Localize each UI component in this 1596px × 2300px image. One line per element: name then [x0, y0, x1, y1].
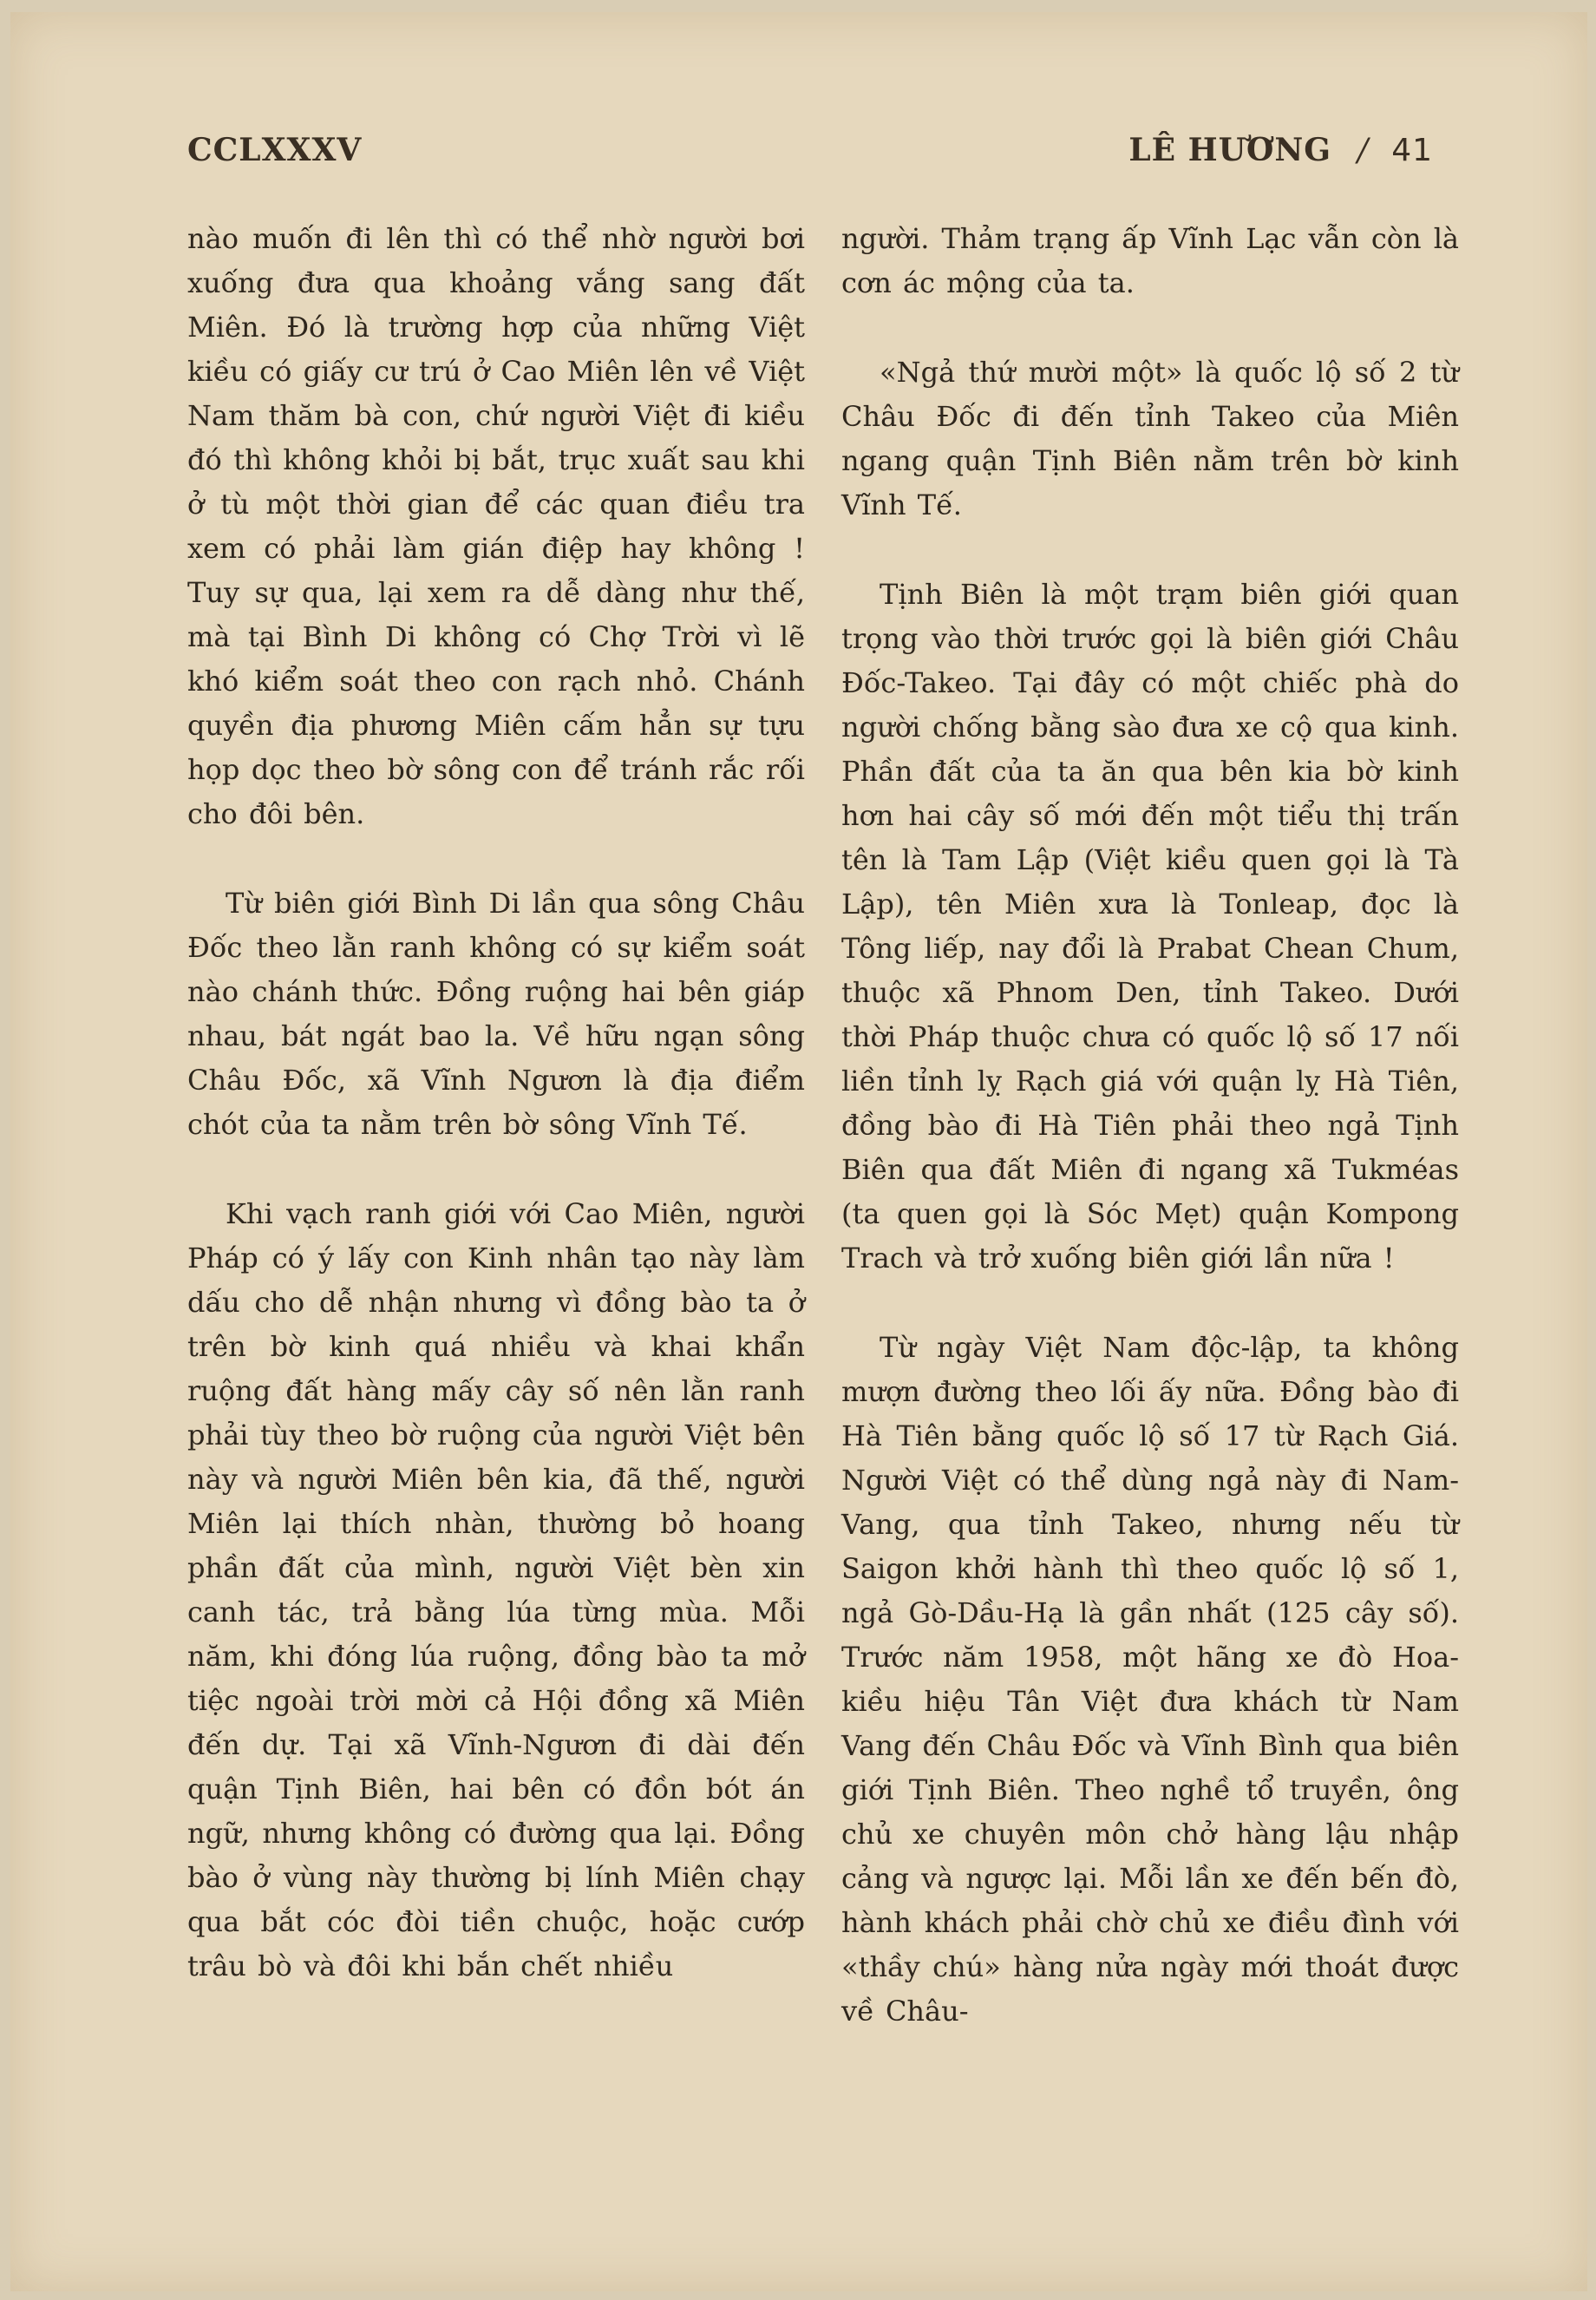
right-column	[841, 217, 1459, 2079]
left-column	[187, 217, 805, 2034]
page-number: 41	[1391, 133, 1433, 168]
author-name: LÊ HƯƠNG	[1128, 132, 1332, 168]
page-header	[187, 132, 1433, 184]
header-separator: /	[1357, 133, 1370, 168]
folio-number: CCLXXXV	[187, 132, 363, 168]
book-page	[10, 12, 1587, 2291]
paragraph: Từ biên giới Bình Di lần qua sông Châu Đốc theo lằn ranh không có sự kiểm soát nào chánh thức. Đồng ruộng hai bên giáp nhau, bát ngát bao la. Về hữu ngạn sông Châu Đốc, xã Vĩnh Ngươn là địa điểm chót của ta nằm trên bờ sông Vĩnh Tế.	[187, 887, 805, 1141]
running-title	[1128, 132, 1433, 168]
paragraph: Tịnh Biên là một trạm biên giới quan trọng vào thời trước gọi là biên giới Châu Đốc-Takeo. Tại đây có một chiếc phà do người chống bằng sào đưa xe cộ qua kinh. Phần đất của ta ăn qua bên kia bờ kinh hơn hai cây số mới đến một tiểu thị trấn tên là Tam Lập (Việt kiều quen gọi là Tà Lập), tên Miên xưa là Tonleap, đọc là Tông liếp, nay đổi là Prabat Chean Chum, thuộc xã Phnom Den, tỉnh Takeo. Dưới thời Pháp thuộc chưa có quốc lộ số 17 nối liền tỉnh lỵ Rạch giá với quận lỵ Hà Tiên, đồng bào đi Hà Tiên phải theo ngả Tịnh Biên qua đất Miên đi ngang xã Tukméas (ta quen gọi là Sóc Mẹt) quận Kompong Trach và trở xuống biên giới lần nữa !	[841, 578, 1459, 1275]
paragraph: Từ ngày Việt Nam độc-lập, ta không mượn đường theo lối ấy nữa. Đồng bào đi Hà Tiên bằng quốc lộ số 17 từ Rạch Giá. Người Việt có thể dùng ngả này đi Nam-Vang, qua tỉnh Takeo, nhưng nếu từ Saigon khởi hành thì theo quốc lộ số 1, ngả Gò-Dầu-Hạ là gần nhất (125 cây số). Trước năm 1958, một hãng xe đò Hoa-kiều hiệu Tân Việt đưa khách từ Nam Vang đến Châu Đốc và Vĩnh Bình qua biên giới Tịnh Biên. Theo nghề tổ truyền, ông chủ xe chuyên môn chở hàng lậu nhập cảng và ngược lại. Mỗi lần xe đến bến đò, hành khách phải chờ chủ xe điều đình với «thầy chú» hàng nửa ngày mới thoát được về Châu-	[841, 1331, 1459, 2028]
paragraph: Khi vạch ranh giới với Cao Miên, người Pháp có ý lấy con Kinh nhân tạo này làm dấu cho dễ nhận nhưng vì đồng bào ta ở trên bờ kinh quá nhiều và khai khẩn ruộng đất hàng mấy cây số nên lằn ranh phải tùy theo bờ ruộng của người Việt bên này và người Miên bên kia, đã thế, người Miên lại thích nhàn, thường bỏ hoang phần đất của mình, người Việt bèn xin canh tác, trả bằng lúa từng mùa. Mỗi năm, khi đóng lúa ruộng, đồng bào ta mở tiệc ngoài trời mời cả Hội đồng xã Miên đến dự. Tại xã Vĩnh-Ngươn đi dài đến quận Tịnh Biên, hai bên có đồn bót án ngữ, nhưng không có đường qua lại. Đồng bào ở vùng này thường bị lính Miên chạy qua bắt cóc đòi tiền chuộc, hoặc cướp trâu bò và đôi khi bắn chết nhiều	[187, 1197, 805, 1982]
paragraph: «Ngả thứ mười một» là quốc lộ số 2 từ Châu Đốc đi đến tỉnh Takeo của Miên ngang quận Tịnh Biên nằm trên bờ kinh Vĩnh Tế.	[841, 356, 1459, 521]
paragraph: nào muốn đi lên thì có thể nhờ người bơi xuống đưa qua khoảng vắng sang đất Miên. Đó là trường hợp của những Việt kiều có giấy cư trú ở Cao Miên lên về Việt Nam thăm bà con, chứ người Việt đi kiều đó thì không khỏi bị bắt, trục xuất sau khi ở tù một thời gian để các quan điều tra xem có phải làm gián điệp hay không ! Tuy sự qua, lại xem ra dễ dàng như thế, mà tại Bình Di không có Chợ Trời vì lẽ khó kiểm soát theo con rạch nhỏ. Chánh quyền địa phương Miên cấm hẳn sự tựu họp dọc theo bờ sông con để tránh rắc rối cho đôi bên.	[187, 222, 805, 830]
paragraph: người. Thảm trạng ấp Vĩnh Lạc vẫn còn là cơn ác mộng của ta.	[841, 222, 1459, 299]
